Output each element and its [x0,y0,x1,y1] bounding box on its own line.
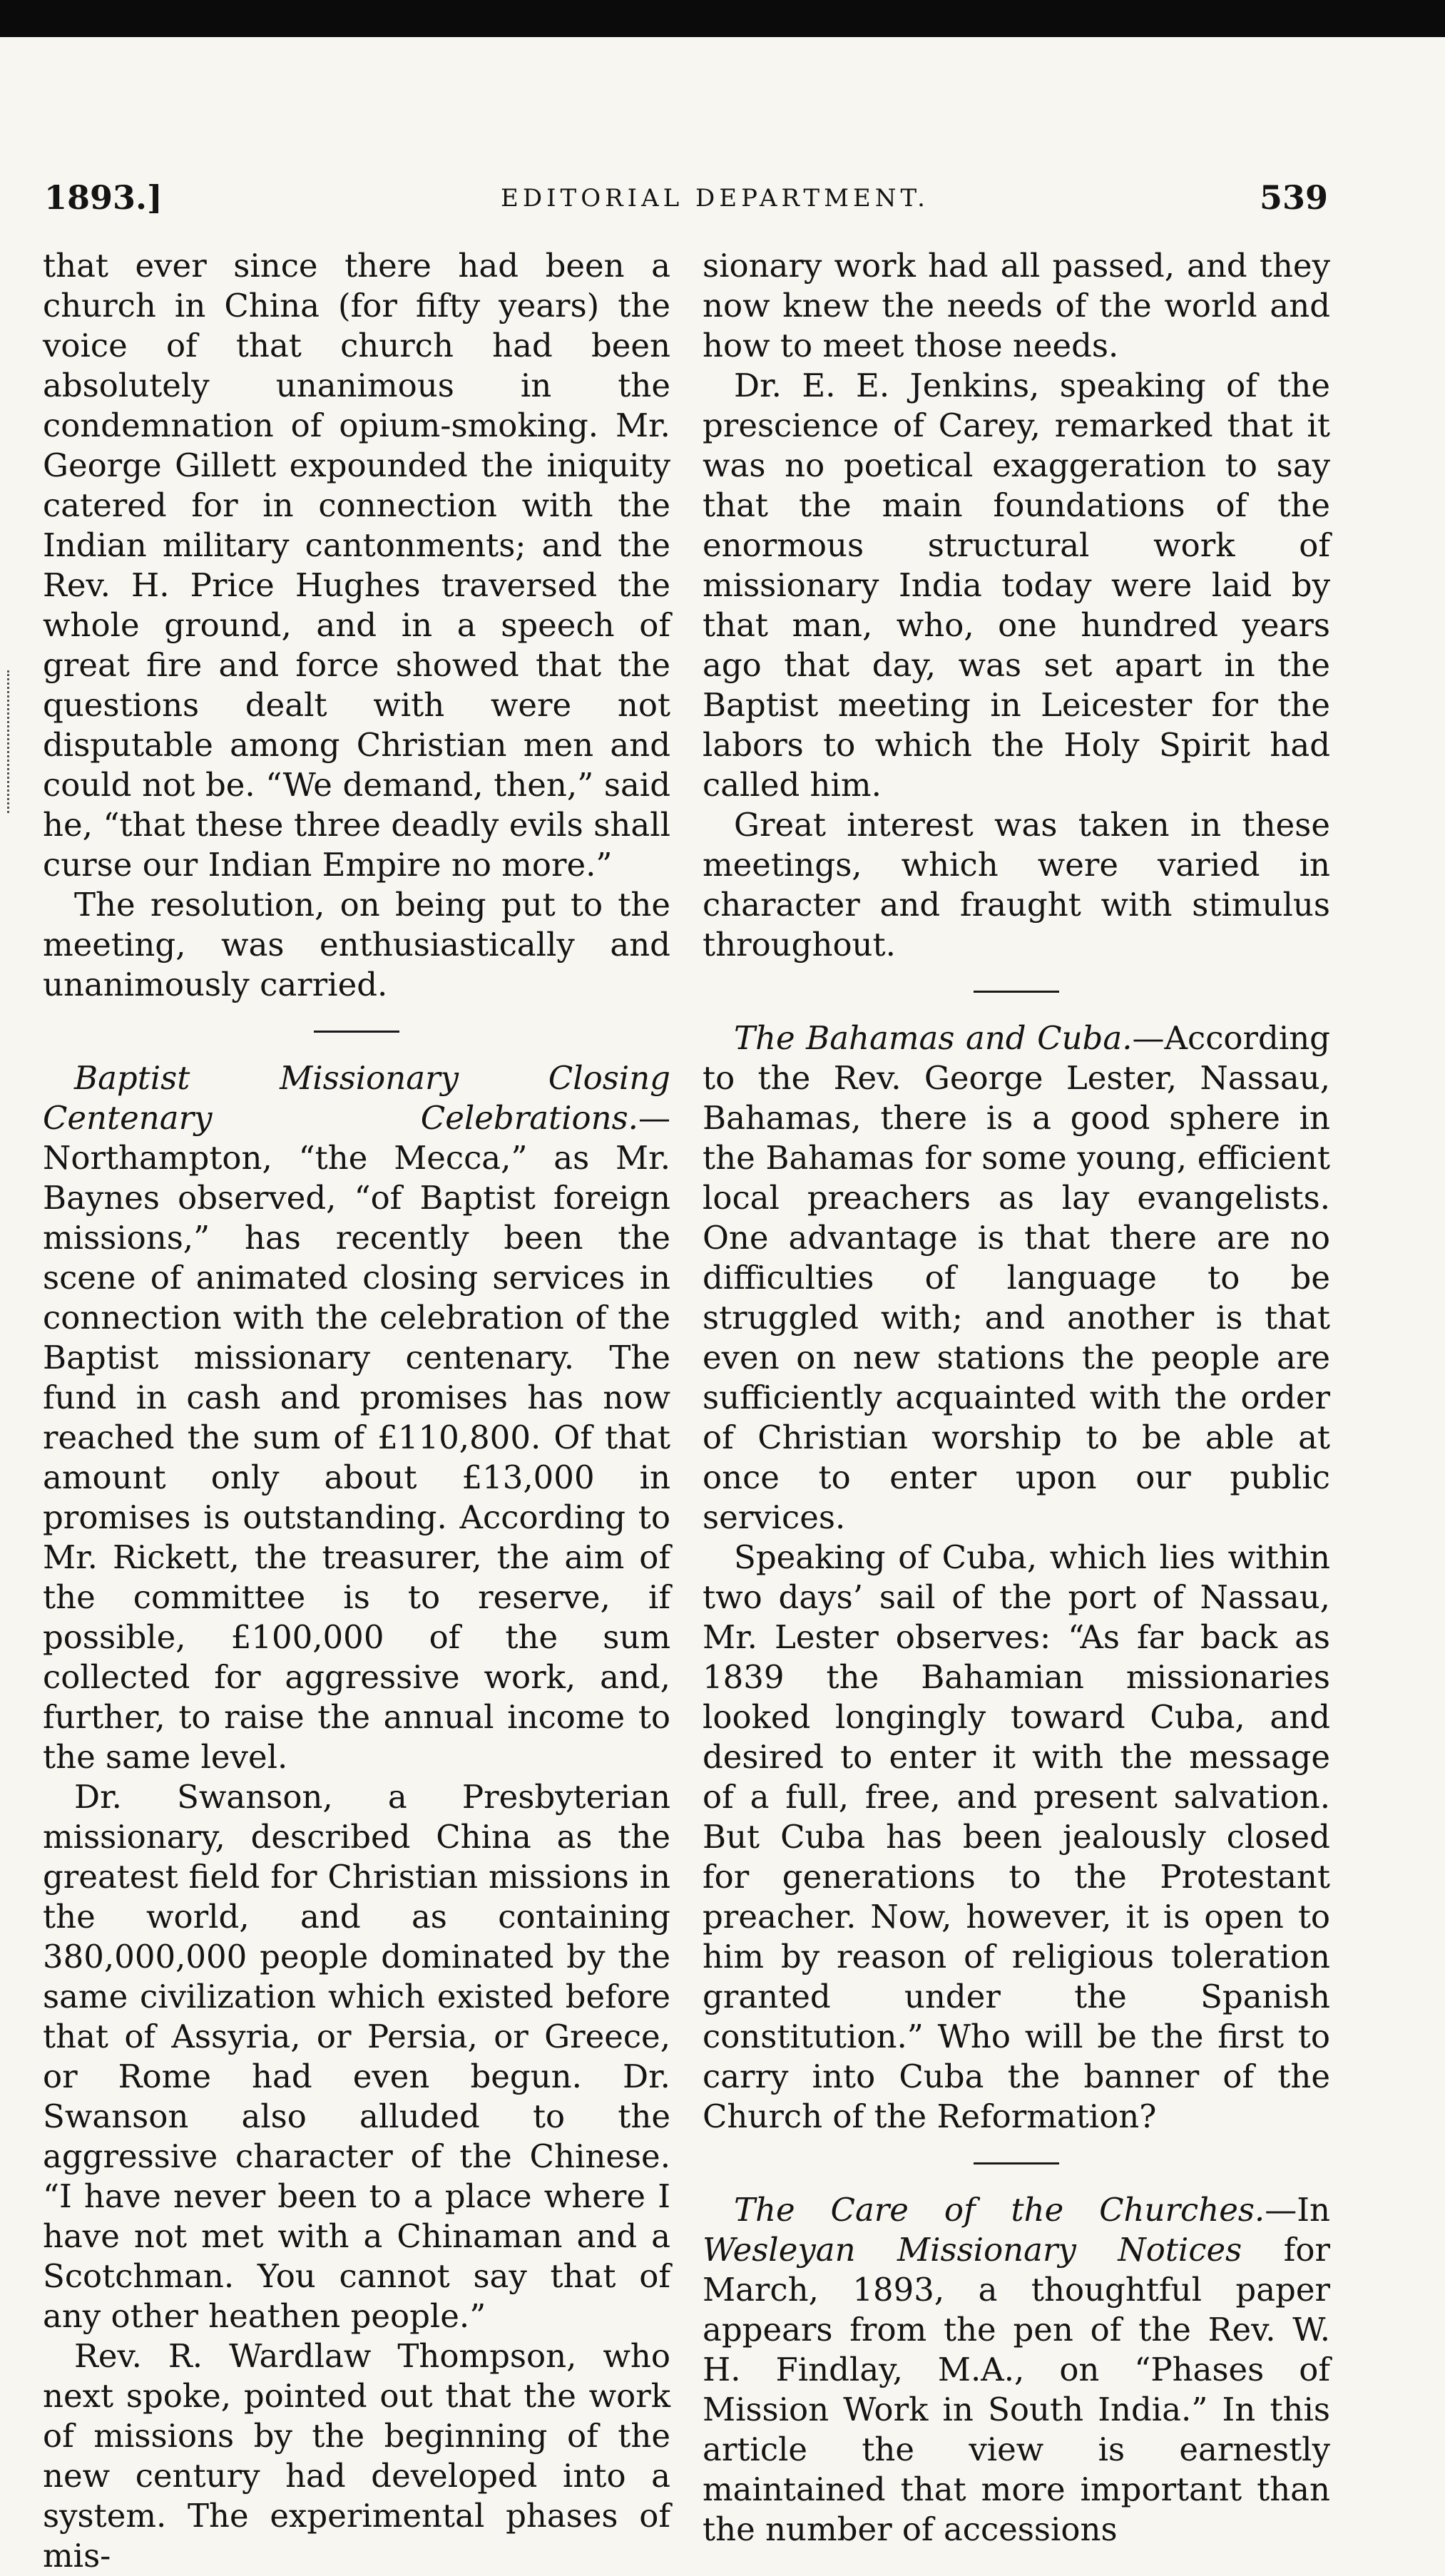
section-divider [974,2162,1059,2164]
paragraph: The resolution, on being put to the meeting, was enthusiastically and unanimously carried. [43,886,670,1003]
section-title: The Care of the Churches. [734,2191,1265,2229]
paragraph-text: —According to the Rev. George Lester, Nassau, Bahamas, there is a good sphere in the Bahamas for some young, efficient local preachers as lay evangelists. One advantage is that there are no difficulties of language to be struggled with; and another is that even on new stations the people are sufficiently acquainted with the order of Christian worship to be able at once to enter upon our public services. [703,1019,1330,1536]
margin-mark [7,670,11,813]
running-header [44,178,1328,221]
section-divider [974,991,1059,993]
scan-top-border [0,0,1445,37]
section-paragraph [43,1058,670,1777]
paragraph-text: for March, 1893, a thoughtful paper appears from the pen of the Rev. W. H. Findlay, M.A., on “Phases of Mission Work in South India.” In this article the view is earnestly maintained that more important than the number of accessions [703,2231,1330,2548]
header-title: EDITORIAL DEPARTMENT. [501,184,929,213]
section-title: Baptist Missionary Closing Centenary Celebrations. [43,1059,670,1137]
right-column [703,246,1330,2550]
paragraph: Rev. R. Wardlaw Thompson, who next spoke, pointed out that the work of missions by the beginning of the new century had developed into a system. The experimental phases of mis- [43,2337,670,2575]
paragraph: Dr. E. E. Jenkins, speaking of the prescience of Carey, remarked that it was no poetical exaggeration to say that the main foundations of the enormous structural work of missionary India today were laid by that man, who, one hundred years ago that day, was set apart in the Baptist meeting in Leicester for the labors to which the Holy Spirit had called him. [703,367,1330,804]
paragraph: sionary work had all passed, and they now knew the needs of the world and how to meet those needs. [703,247,1330,364]
paragraph-text: —In [1265,2191,1330,2229]
paragraph: that ever since there had been a church in China (for fifty years) the voice of that church had been absolutely unanimous in the condemnation of opium-smoking. Mr. George Gillett expounded the iniquity catered for in connection with the Indian military cantonments; and the Rev. H. Price Hughes traversed the whole ground, and in a speech of great fire and force showed that the questions dealt with were not disputable among Christian men and could not be. “We demand, then,” said he, “that these three deadly evils shall curse our Indian Empire no more.” [43,247,670,884]
page-number: 539 [1259,178,1328,217]
header-year: 1893.] [44,178,163,217]
section-paragraph [703,1018,1330,1538]
paragraph: Great interest was taken in these meetings, which were varied in character and fraught with stimulus throughout. [703,806,1330,964]
paragraph-text: —Northampton, “the Mecca,” as Mr. Baynes observed, “of Baptist foreign missions,” has recently been the scene of animated closing services in connection with the celebration of the Baptist missionary centenary. The fund in cash and promises has now reached the sum of £110,800. Of that amount only about £13,000 in promises is outstanding. According to Mr. Rickett, the treasurer, the aim of the committee is to reserve, if possible, £100,000 of the sum collected for aggressive work, and, further, to raise the annual income to the same level. [43,1099,670,1776]
publication-title: Wesleyan Missionary Notices [703,2231,1242,2269]
section-paragraph [703,2190,1330,2550]
section-divider [314,1031,399,1033]
section-title: The Bahamas and Cuba. [734,1019,1133,1057]
paragraph: Speaking of Cuba, which lies within two days’ sail of the port of Nassau, Mr. Lester observes: “As far back as 1839 the Bahamian missionaries looked longingly toward Cuba, and desired to enter it with the message of a full, free, and present salvation. But Cuba has been jealously closed for generations to the Protestant preacher. Now, however, it is open to him by reason of religious toleration granted under the Spanish constitution.” Who will be the first to carry into Cuba the banner of the Church of the Reformation? [703,1538,1330,2135]
left-column [43,246,670,2576]
paragraph: Dr. Swanson, a Presbyterian missionary, described China as the greatest field for Christian missions in the world, and as containing 380,000,000 people dominated by the same civilization which existed before that of Assyria, or Persia, or Greece, or Rome had even begun. Dr. Swanson also alluded to the aggressive character of the Chinese. “I have never been to a place where I have not met with a Chinaman and a Scotchman. You cannot say that of any other heathen people.” [43,1778,670,2335]
